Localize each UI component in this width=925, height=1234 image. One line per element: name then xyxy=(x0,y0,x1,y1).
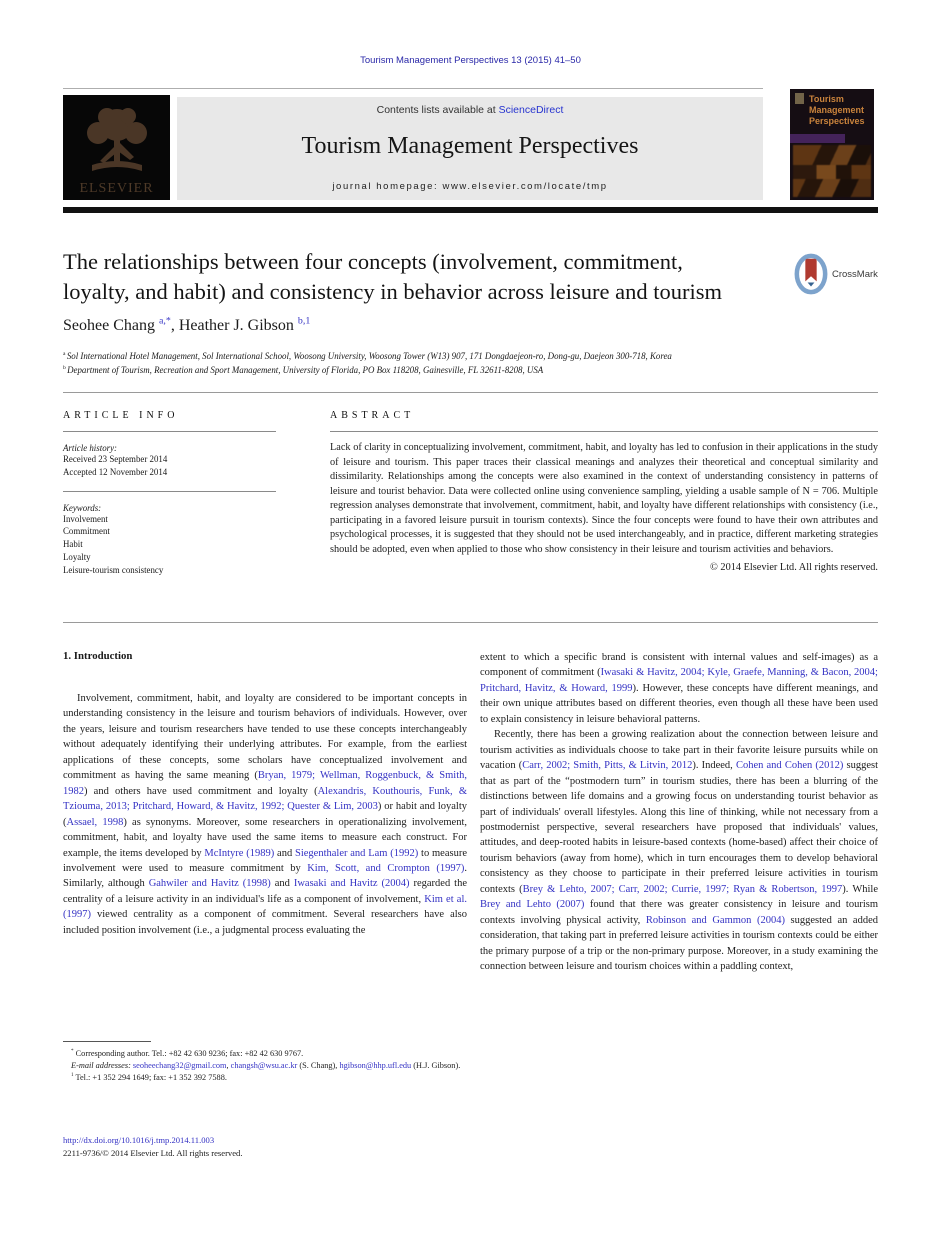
inline-link[interactable]: Iwasaki & Havitz, 2004; Kyle, Graefe, Manning, & Bacon, 2004; Pritchard, Havitz, & Howard, 1999 xyxy=(480,667,878,694)
inline-link[interactable]: Kim et al. (1997) xyxy=(63,893,467,921)
inline-link[interactable]: Brey & Lehto, 2007; Carr, 2002; Currie, 1997; Ryan & Robertson, 1997 xyxy=(522,883,843,895)
crossmark-icon xyxy=(794,253,828,295)
text-segment: , xyxy=(226,1061,231,1071)
footnotes-block xyxy=(63,1041,467,1084)
article-title-line2: loyalty, and habit) and consistency in behavior across leisure and tourism xyxy=(63,278,722,304)
article-title-line1: The relationships between four concepts (involvement, commitment, xyxy=(63,249,683,274)
crossmark-label: CrossMark xyxy=(832,268,878,280)
elsevier-logo[interactable] xyxy=(63,95,170,200)
text-segment: E-mail addresses: xyxy=(71,1061,133,1071)
text-segment: (S. Chang), xyxy=(297,1061,340,1071)
footnote-tel xyxy=(63,1072,467,1084)
keyword: Commitment xyxy=(63,526,110,537)
article-history-label: Article history: xyxy=(63,443,117,453)
elsevier-tree-icon xyxy=(74,103,160,181)
intro-paragraph-left xyxy=(63,691,467,938)
elsevier-logo-text: ELSEVIER xyxy=(79,181,154,196)
journal-title: Tourism Management Perspectives xyxy=(301,133,639,159)
inline-link[interactable]: a,* xyxy=(158,315,171,327)
journal-homepage-link[interactable]: journal homepage: www.elsevier.com/locate/tmp xyxy=(332,181,608,192)
footnote-corresponding-author xyxy=(63,1048,467,1060)
keywords-divider xyxy=(63,491,276,492)
keyword: Habit xyxy=(63,539,83,550)
inline-link[interactable]: Carr, 2002; Smith, Pitts, & Litvin, 2012 xyxy=(522,760,693,772)
inline-link[interactable]: Robinson and Gammon (2004) xyxy=(645,914,785,926)
inline-link[interactable]: Iwasaki and Havitz (2004) xyxy=(293,878,410,890)
text-segment: to measure involvement were used to measure commitment by xyxy=(63,847,467,874)
contents-prefix: Contents lists available at xyxy=(376,104,499,116)
text-segment: Sol International Hotel Management, Sol International School, Woosong University, Woosong Tower (W13) 907, 171 Dongdaejeon-ro, Dong-gu, Daejeon 300-718, Korea xyxy=(66,351,672,361)
body-left-column xyxy=(63,646,467,938)
body-right-column xyxy=(480,646,878,975)
inline-link[interactable]: Assael, 1998 xyxy=(66,816,124,828)
text-segment: ). Indeed, xyxy=(692,760,736,772)
contents-line xyxy=(177,104,763,116)
cover-title: Tourism Management Perspectives xyxy=(809,94,865,126)
abstract-divider xyxy=(63,622,878,623)
top-divider xyxy=(63,88,763,89)
sciencedirect-link[interactable]: ScienceDirect xyxy=(498,104,564,116)
text-segment: suggest that as part of the “postmodern turn” in tourism studies, there has been a blurring of the distinctions between life domains and a growing focus on understanding tourist behavior as part of individuals' overall lifestyles. Along this line of thinking, while not necessary from a postmodernist perspective, several researchers have proposed that individuals' values, attitudes, and deep-rooted habits in leisure-based contexts (home-based) affect their choice of tourism behaviors (away from home), which in turn encourages them to develop behavioral consistency as they choose to participate in their preferred leisure activities in tourism contexts ( xyxy=(480,760,879,895)
text-segment: a xyxy=(63,351,67,358)
text-segment: extent to which a specific brand is consistent with internal values and self-images) as a component of commitment ( xyxy=(480,652,878,679)
cover-emblem-icon xyxy=(795,93,804,104)
text-segment: ) or habit and loyalty ( xyxy=(63,801,467,828)
footnote-rule xyxy=(63,1041,151,1042)
inline-link[interactable]: Cohen and Cohen (2012) xyxy=(735,760,844,772)
article-title xyxy=(63,247,783,306)
text-segment: , Heather J. Gibson xyxy=(170,317,298,334)
text-segment: ). However, these concepts have different meanings, and their own unique attributes based on different theories, even though all these have been used to explain consistency in leisure behavioral patterns. xyxy=(480,682,879,725)
article-info-heading-rule xyxy=(63,431,276,432)
text-segment: 1 xyxy=(71,1072,74,1079)
crossmark-badge[interactable] xyxy=(794,251,880,297)
inline-link[interactable]: McIntyre (1989) xyxy=(204,847,275,859)
journal-masthead-panel xyxy=(177,97,763,200)
inline-link[interactable]: b,1 xyxy=(297,315,311,327)
abstract-heading-rule xyxy=(330,431,878,432)
text-segment: Corresponding author. Tel.: +82 42 630 9236; fax: +82 42 630 9767. xyxy=(73,1049,304,1058)
inline-link[interactable]: Brey and Lehto (2007) xyxy=(480,899,585,911)
affiliation-a xyxy=(63,350,878,364)
keyword: Involvement xyxy=(63,513,108,524)
inline-link[interactable]: changsh@wsu.ac.kr xyxy=(230,1061,298,1071)
text-segment: Department of Tourism, Recreation and Sport Management, University of Florida, PO Box 118208, Gainesville, FL 32611-8208, USA xyxy=(67,364,544,375)
masthead-divider-bar xyxy=(63,207,878,213)
history-received: Received 23 September 2014 xyxy=(63,454,168,464)
keyword: Loyalty xyxy=(63,551,91,562)
intro-paragraph-right-1 xyxy=(480,650,878,727)
text-segment: viewed centrality as a component of commitment. Several researchers have also included position involvement (i.e., a judgmental process evaluating the xyxy=(63,909,467,936)
inline-link[interactable]: seoheechang32@gmail.com xyxy=(132,1061,227,1071)
text-segment: and xyxy=(270,878,294,890)
intro-paragraph-right-2 xyxy=(480,727,878,974)
article-info-column xyxy=(63,410,276,577)
text-segment: Seohee Chang xyxy=(63,317,159,334)
abstract-heading: ABSTRACT xyxy=(330,410,415,421)
text-segment: . Similarly, although xyxy=(63,862,467,890)
text-segment: and xyxy=(274,847,295,859)
article-info-heading: ARTICLE INFO xyxy=(63,410,179,421)
inline-link[interactable]: Alexandris, Kouthouris, Funk, & Tziouma, 2013; Pritchard, Howard, & Havitz, 1992; Quester & Lim, 2003 xyxy=(63,785,467,813)
journal-cover-thumbnail[interactable] xyxy=(790,89,874,200)
text-segment: Recently, there has been a growing realization about the connection between leisure and tourism activities as individuals choose to take part in their favorite leisure pursuits while on vacation ( xyxy=(480,729,878,772)
author-names xyxy=(63,317,310,335)
inline-link[interactable]: Bryan, 1979; Wellman, Roggenbuck, & Smith, 1982 xyxy=(63,770,467,797)
history-accepted: Accepted 12 November 2014 xyxy=(63,466,168,477)
section-heading-introduction: 1. Introduction xyxy=(63,650,133,662)
text-segment: (H.J. Gibson). xyxy=(411,1061,461,1071)
keyword: Leisure-tourism consistency xyxy=(63,564,164,575)
text-segment: regarded the centrality of a leisure activity in an individual's life as a component of involvement, xyxy=(63,878,467,905)
cover-collage-image xyxy=(793,145,871,197)
abstract-copyright: © 2014 Elsevier Ltd. All rights reserved. xyxy=(710,562,878,573)
issn-copyright-line: 2211-9736/© 2014 Elsevier Ltd. All rights reserved. xyxy=(63,1147,243,1158)
text-segment: suggested an added consideration, that taking part in preferred leisure activities in tourism contexts could be either the primary purpose of a trip or the non-primary purpose. Moreover, in a study examining the connection between leisure and tourism choices within a paddling context, xyxy=(480,914,878,973)
text-segment: b xyxy=(63,364,68,371)
text-segment: * xyxy=(71,1048,74,1055)
keywords-label: Keywords: xyxy=(63,502,102,513)
affiliation-b xyxy=(63,364,878,378)
text-segment: ) as synonyms. Moreover, some researchers in operationalizing involvement, commitment, habit, and loyalty have used the same items to measure each construct. For example, the items developed by xyxy=(63,816,467,859)
abstract-text: Lack of clarity in conceptualizing involvement, commitment, habit, and loyalty has led to confusion in their applications in the study of leisure and tourism. This paper traces their classical meanings and analyzes their theoretical and conceptual similarity and dissimilarity. Relationships among the concepts were also examined in the context of understanding consistency in patterns of leisure and tourist behavior. Data were collected online using convenience sampling, yielding a usable sample of N = 706. Multiple regression analyses demonstrate that involvement, commitment, habit, and loyalty have different relationships with consistency (i.e., participating in a favored leisure pursuit in tourism contexts). Since the four concepts were found to have their own attributes and psychological processes, it is suggested that they should not be used interchangeably, and in practice, different marketing strategies should be adopted, even when applied to those who show consistency in their leisure and tourism activities and behaviors. xyxy=(330,442,878,555)
inline-link[interactable]: Gahwiler and Havitz (1998) xyxy=(148,878,271,890)
cover-purple-band xyxy=(790,134,845,143)
text-segment: ) and others have used commitment and loyalty ( xyxy=(84,785,318,797)
text-segment: found that there was greater consistency in leisure and tourism contexts involving physical activity, xyxy=(480,899,878,926)
doi-link[interactable]: http://dx.doi.org/10.1016/j.tmp.2014.11.003 xyxy=(63,1135,215,1145)
text-segment: ). While xyxy=(842,883,878,895)
abstract-column xyxy=(330,410,878,573)
text-segment: Involvement, commitment, habit, and loyalty are considered to be important concepts in understanding consistency in the leisure and tourism behaviors of individuals. However, over the years, leisure and tourism researchers have tended to use these concepts interchangeably without adequately identifying their underlying attributes. For example, from the earliest applications of these concepts, some scholars have conceptualized involvement and commitment as having the same meaning ( xyxy=(63,693,467,782)
footnote-emails xyxy=(63,1060,467,1072)
journal-citation: Tourism Management Perspectives 13 (2015) 41–50 xyxy=(360,55,581,66)
affiliation-divider xyxy=(63,392,878,393)
inline-link[interactable]: hgibson@hhp.ufl.edu xyxy=(339,1061,412,1071)
inline-link[interactable]: Siegenthaler and Lam (1992) xyxy=(295,847,419,859)
doi-block xyxy=(63,1134,243,1159)
text-segment: Tel.: +1 352 294 1649; fax: +1 352 392 7588. xyxy=(73,1073,227,1083)
affiliations xyxy=(63,350,878,378)
inline-link[interactable]: Kim, Scott, and Crompton (1997) xyxy=(307,862,465,874)
